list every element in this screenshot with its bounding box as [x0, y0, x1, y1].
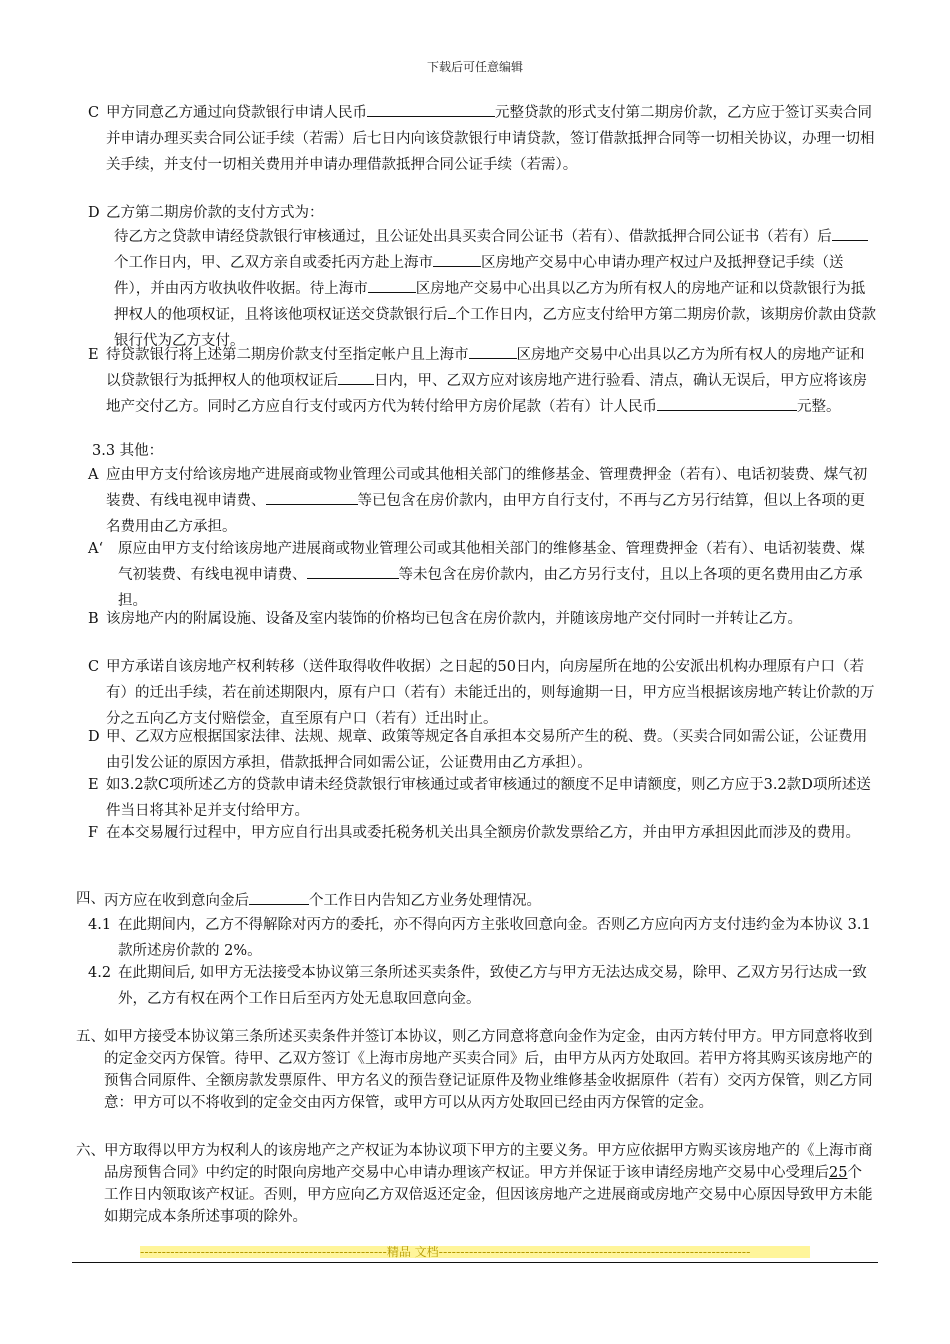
paragraph-text: 个工作日内，乙方应支付给甲方第二期房价款，该期房价款由贷款银行代为乙方支付。 — [114, 307, 876, 349]
item-label: D — [88, 729, 100, 745]
paragraph-text: 个工作日内告知乙方业务处理情况。 — [309, 893, 541, 909]
paragraph-text: 区房地产交易中心出具以乙方为所有权人的房地产证和以贷款银行为抵押权人的他项权证后 — [106, 347, 865, 389]
paragraph-text: 元整。 — [797, 399, 841, 415]
item-label: C — [88, 659, 100, 675]
paragraph-text: 丙方应在收到意向金后 — [104, 893, 249, 909]
section-label: 四、 — [76, 891, 105, 907]
paragraph-text: 甲方取得以甲方为权利人的该房地产之产权证为本协议项下甲方的主要义务。甲方应依据甲方购买该房地产的《上海市商品房预售合同》中约定的时限向房地产交易中心申请办理该产权证。甲方并保证于该申请经房地产交易中心受理后 — [104, 1143, 873, 1181]
footer-rule — [72, 1262, 878, 1263]
paragraph-text: 个工作日内领取该产权证。否则，甲方应向乙方双倍返还定金，但因该房地产之进展商或房地产交易中心原因导致甲方未能如期完成本条所述事项的除外。 — [104, 1165, 873, 1225]
blank-field — [433, 250, 481, 267]
paragraph-text: 应由甲方支付给该房地产进展商或物业管理公司或其他相关部门的维修基金、管理费押金（若有）、电话初装费、煤气初装费、有线电视申请费、 — [106, 467, 868, 509]
footer-banner: ---------------------------------------------------------精品 文档------------------------------------------------------------------------ — [140, 1245, 751, 1259]
paragraph-text: 等未包含在房价款内，由乙方另行支付，且以上各项的更名费用由乙方承担。 — [118, 567, 863, 609]
paragraph-text: 个工作日内，甲、乙双方亲自或委托丙方赴上海市 — [114, 255, 433, 271]
paragraph-text: 甲、乙双方应根据国家法律、法规、规章、政策等规定各自承担本交易所产生的税、费。（买卖合同如需公证，公证费用由引发公证的原因方承担，借款抵押合同如需公证，公证费用由乙方承担）。 — [106, 729, 868, 771]
item-label: C — [88, 105, 100, 121]
section-4-2 — [88, 960, 878, 1012]
blank-field — [307, 562, 399, 579]
paragraph-text: 在此期间后, 如甲方无法接受本协议第三条所述买卖条件，致使乙方与甲方无法达成交易，除甲、乙双方另行达成一致外，乙方有权在两个工作日后至丙方处无息取回意向金。 — [118, 965, 867, 1007]
blank-field — [832, 224, 868, 241]
blank-field — [469, 342, 517, 359]
section-label: 六、 — [76, 1143, 105, 1159]
item-label: E — [88, 777, 99, 793]
item-label: B — [88, 611, 99, 627]
clause-3-2-d-body — [114, 224, 878, 354]
paragraph-text: 区房地产交易中心出具以乙方为所有权人的房地产证和以贷款银行为抵押权人的他项权证，且将该他项权证送交贷款银行后 — [114, 281, 866, 323]
item-text: 元整贷款的形式支付第二期房价款，乙方应于签订买卖合同并申请办理买卖合同公证手续（若需）后七日内向该贷款银行申请贷款，签订借款抵押合同等一切相关协议，办理一切相关手续，并支付一切相关费用并申请办理借款抵押合同公证手续（若需）。 — [106, 105, 875, 173]
blank-field — [368, 276, 416, 293]
section-3-3-title: 3.3 其他： — [92, 443, 164, 459]
paragraph-text: 如3.2款C项所述乙方的贷款申请未经贷款银行审核通过或者审核通过的额度不足申请额度，则乙方应于3.2款D项所述送件当日将其补足并支付给甲方。 — [106, 777, 871, 819]
paragraph-text: 在此期间内，乙方不得解除对丙方的委托，亦不得向丙方主张收回意向金。否则乙方应向丙方支付违约金为本协议 3.1 款所述房价款的 2%。 — [118, 917, 871, 959]
paragraph-text: 待贷款银行将上述第二期房价款支付至指定帐户且上海市 — [106, 347, 469, 363]
days-value: 25 — [829, 1165, 848, 1181]
clause-3-3-a — [88, 462, 878, 540]
paragraph-text: 该房地产内的附属设施、设备及室内装饰的价格均已包含在房价款内，并随该房地产交付同时一并转让乙方。 — [106, 611, 802, 627]
item-label: E — [88, 347, 99, 363]
blank-field — [338, 368, 374, 385]
item-label: A‘ — [88, 541, 104, 557]
item-label: D — [88, 205, 100, 221]
item-label: F — [88, 825, 99, 841]
section-label: 五、 — [76, 1029, 105, 1045]
section-4-1 — [88, 912, 878, 964]
blank-field — [266, 488, 358, 505]
clause-3-3-a-prime — [88, 536, 878, 614]
sub-label: 4.2 — [88, 965, 112, 981]
item-title: 乙方第二期房价款的支付方式为： — [106, 205, 324, 221]
section-4 — [76, 888, 876, 912]
clause-3-2-d — [88, 200, 878, 226]
blank-field — [249, 888, 309, 905]
section-6 — [76, 1140, 876, 1228]
blank-field — [448, 302, 456, 319]
clause-3-3-f — [88, 820, 878, 846]
item-text: 甲方同意乙方通过向贷款银行申请人民币 — [106, 105, 367, 121]
item-label: A — [88, 467, 99, 483]
clause-3-3-b — [88, 606, 878, 632]
paragraph-text: 等已包含在房价款内，由甲方自行支付，不再与乙方另行结算，但以上各项的更名费用由乙方承担。 — [106, 493, 865, 535]
blank-field — [657, 394, 797, 411]
sub-label: 4.1 — [88, 917, 112, 933]
paragraph-text: 如甲方接受本协议第三条所述买卖条件并签订本协议，则乙方同意将意向金作为定金，由丙方转付甲方。甲方同意将收到的定金交丙方保管。待甲、乙双方签订《上海市房地产买卖合同》后，由甲方从丙方处取回。若甲方将其购买该房地产的预售合同原件、全额房款发票原件、甲方名义的预告登记证原件及物业维修基金收据原件（若有）交丙方保管，则乙方同意：甲方可以不将收到的定金交由丙方保管，或甲方可以从丙方处取回已经由丙方保管的定金。 — [104, 1029, 873, 1111]
paragraph-text: 日内，甲、乙双方应对该房地产进行验看、清点，确认无误后，甲方应将该房地产交付乙方。同时乙方应自行支付或丙方代为转付给甲方房价尾款（若有）计人民币 — [106, 373, 867, 415]
clause-3-3-d — [88, 724, 878, 776]
footer-label: 精品 文档 — [386, 1245, 439, 1259]
clause-3-3-c — [88, 654, 878, 732]
section-5 — [76, 1026, 876, 1114]
clause-3-3-e — [88, 772, 878, 824]
paragraph-text: 在本交易履行过程中，甲方应自行出具或委托税务机关出具全额房价款发票给乙方，并由甲方承担因此而涉及的费用。 — [106, 825, 860, 841]
paragraph-text: 待乙方之贷款申请经贷款银行审核通过，且公证处出具买卖合同公证书（若有）、借款抵押合同公证书（若有）后 — [114, 229, 832, 245]
page-header: 下载后可任意编辑 — [426, 60, 523, 74]
paragraph-text: 区房地产交易中心申请办理产权过户及抵押登记手续（送件），并由丙方收执收件收据。待上海市 — [114, 255, 844, 297]
clause-3-2-c — [88, 100, 878, 178]
blank-field — [367, 100, 495, 117]
paragraph-text: 甲方承诺自该房地产权利转移（送件取得收件收据）之日起的50日内，向房屋所在地的公安派出机构办理原有户口（若有）的迁出手续，若在前述期限内，原有户口（若有）未能迁出的，则每逾期一日，甲方应当根据该房地产转让价款的万分之五向乙方支付赔偿金，直至原有户口（若有）迁出时止。 — [106, 659, 875, 727]
clause-3-2-e — [88, 342, 878, 420]
paragraph-text: 原应由甲方支付给该房地产进展商或物业管理公司或其他相关部门的维修基金、管理费押金（若有）、电话初装费、煤气初装费、有线电视申请费、 — [118, 541, 865, 583]
